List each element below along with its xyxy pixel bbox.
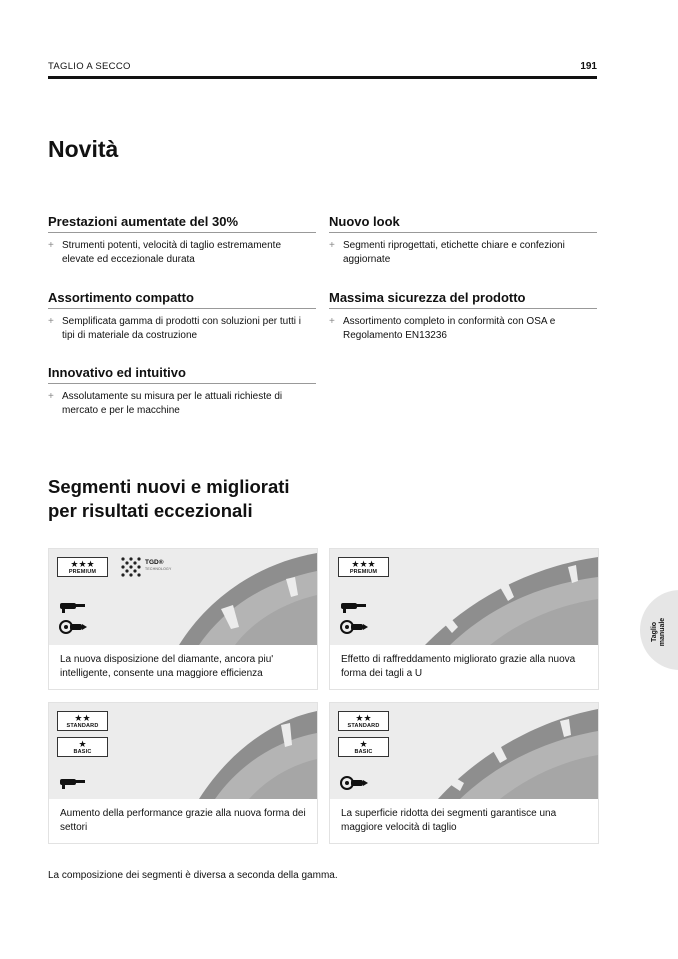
cut-off-saw-icon [58,619,88,635]
plus-icon: + [48,391,54,402]
card-caption: Effetto di raffreddamento migliorato grazie alla nuova forma dei tagli a U [341,654,576,679]
tgd-sub-label: TECHNOLOGY [145,567,172,571]
plus-icon: + [48,240,54,251]
badge-label: STANDARD [347,723,380,729]
basic-badge [57,737,108,757]
feature-bullet [48,315,316,343]
badge-label: BASIC [354,749,373,755]
feature-bullet [48,239,316,267]
stars-icon: ★★ [355,713,372,723]
tgd-dots-icon [121,557,141,577]
plus-icon: + [329,240,335,251]
segments-title-line2: per risultati eccezionali [48,500,253,521]
feature-heading: Prestazioni aumentate del 30% [48,214,316,233]
segments-title-line1: Segmenti nuovi e migliorati [48,476,290,497]
stars-icon: ★★ [74,713,91,723]
feature-heading: Massima sicurezza del prodotto [329,290,597,309]
chapter-side-tab-label [640,617,678,647]
section-header: TAGLIO A SECCO [48,61,131,72]
angle-grinder-icon [58,775,86,789]
feature-heading: Nuovo look [329,214,597,233]
feature-performance [48,214,316,267]
feature-text: Segmenti riprogettati, etichette chiare e confezioni aggiornate [343,240,565,265]
segments-section-title [48,475,290,523]
plus-icon: + [329,316,335,327]
card-visual [49,703,317,799]
feature-text: Semplificata gamma di prodotti con soluzioni per tutti i tipi di materiale da costruzione [62,316,302,341]
feature-safety [329,290,597,343]
footnote: La composizione dei segmenti è diversa a seconda della gamma. [48,870,338,881]
segment-card-premium [329,548,599,690]
segment-card-standard-basic [48,702,318,844]
badge-label: STANDARD [66,723,99,729]
feature-heading: Assortimento compatto [48,290,316,309]
tgd-technology-logo [121,557,172,582]
basic-badge [338,737,389,757]
feature-text: Assortimento completo in conformità con OSA e Regolamento EN13236 [343,316,556,341]
feature-heading: Innovativo ed intuitivo [48,365,316,384]
angle-grinder-icon [339,599,367,613]
segment-card-premium-tgd [48,548,318,690]
page-title: Novità [48,136,119,162]
card-caption: Aumento della performance grazie alla nuova forma dei settori [60,808,306,833]
feature-bullet [48,390,316,418]
card-visual [49,549,317,645]
cut-off-saw-icon [339,775,369,791]
feature-bullet [329,239,597,267]
segment-card-standard-basic-saw [329,702,599,844]
card-visual [330,549,598,645]
premium-badge [57,557,108,577]
feature-new-look [329,214,597,267]
feature-text: Assolutamente su misura per le attuali richieste di mercato e per le macchine [62,391,283,416]
card-visual [330,703,598,799]
card-caption: La nuova disposizione del diamante, ancora piu' intelligente, consente una maggiore efficienza [60,654,274,679]
badge-label: PREMIUM [349,569,378,575]
side-tab-line2: manuale [659,617,666,647]
page-number: 191 [580,61,597,72]
star-icon: ★ [359,739,368,749]
card-caption: La superficie ridotta dei segmenti garantisce una maggiore velocità di taglio [341,808,557,833]
feature-text: Strumenti potenti, velocità di taglio estremamente elevate ed eccezionale durata [62,240,281,265]
plus-icon: + [48,316,54,327]
cut-off-saw-icon [339,619,369,635]
premium-badge [338,557,389,577]
standard-badge [57,711,108,731]
tgd-label: TGD® [145,559,164,566]
standard-badge [338,711,389,731]
feature-bullet [329,315,597,343]
star-icon: ★ [78,739,87,749]
angle-grinder-icon [58,599,86,613]
feature-compact-range [48,290,316,343]
badge-label: PREMIUM [68,569,97,575]
badge-label: BASIC [73,749,92,755]
stars-icon: ★★★ [351,559,376,569]
feature-intuitive [48,365,316,418]
stars-icon: ★★★ [70,559,95,569]
header-rule [48,76,597,79]
side-tab-line1: Taglio [651,621,658,643]
